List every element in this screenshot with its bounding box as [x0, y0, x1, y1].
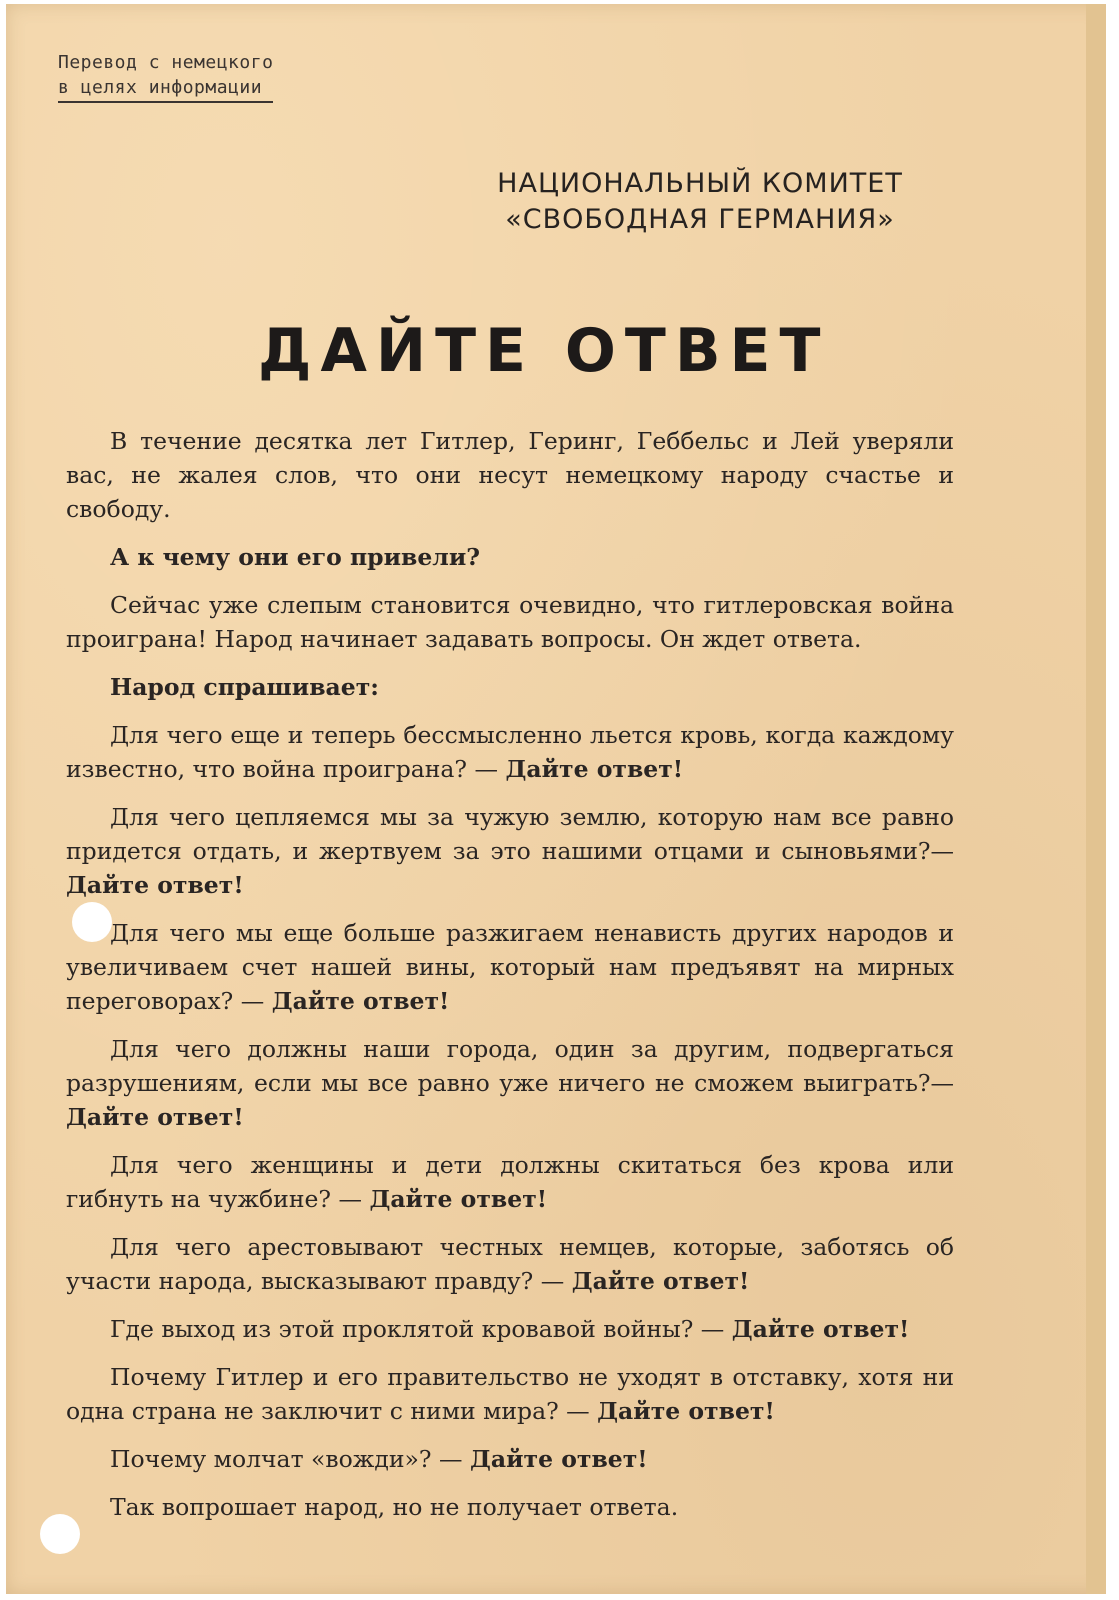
answer-demand: Дайте ответ! — [731, 1315, 910, 1343]
paragraph: В течение десятка лет Гитлер, Геринг, Геббельс и Лей уверяли вас, не жалея слов, что они несут немецкому народу счастье и свободу. — [66, 427, 954, 523]
answer-demand: Дайте ответ! — [571, 1267, 750, 1295]
answer-demand: Дайте ответ! — [369, 1185, 548, 1213]
paragraph-question: А к чему они его привели? — [110, 543, 481, 571]
question-text: Для чего должны наши города, один за другим, подвергаться разрушениям, если мы все равно уже ничего не сможем выиграть?— — [66, 1035, 954, 1097]
question-text: Где выход из этой проклятой кровавой войны? — — [110, 1315, 732, 1343]
question-paragraph — [66, 1360, 954, 1428]
paper-edge-strip — [1086, 4, 1106, 1594]
question-paragraph — [66, 1230, 954, 1298]
answer-demand: Дайте ответ! — [66, 1103, 244, 1131]
question-text: Почему молчат «вожди»? — — [110, 1445, 470, 1473]
closing-paragraph: Так вопрошает народ, но не получает ответа. — [110, 1493, 679, 1521]
translation-stamp — [58, 50, 273, 103]
stamp-line-1: Перевод с немецкого — [58, 52, 274, 73]
question-paragraph — [66, 1312, 954, 1346]
answer-demand: Дайте ответ! — [597, 1397, 775, 1425]
answer-demand: Дайте ответ! — [505, 755, 684, 783]
paragraph: Сейчас уже слепым становится очевидно, что гитлеровская война проиграна! Народ начинает задавать вопросы. Он ждет ответа. — [66, 591, 954, 653]
answer-demand: Дайте ответ! — [271, 987, 450, 1015]
question-text: Для чего мы еще больше разжигаем ненависть других народов и увеличиваем счет нашей вины, который нам предъявят на мирных переговорах? — — [66, 919, 954, 1015]
question-paragraph — [66, 800, 954, 902]
question-text: Почему Гитлер и его правительство не уходят в отставку, хотя ни одна страна не заключит с ними мира? — — [66, 1363, 954, 1425]
header-line-1: НАЦИОНАЛЬНЫЙ КОМИТЕТ — [497, 168, 903, 199]
question-paragraph — [66, 1148, 954, 1216]
answer-demand: Дайте ответ! — [66, 871, 244, 899]
question-paragraph — [66, 718, 954, 786]
answer-demand: Дайте ответ! — [469, 1445, 648, 1473]
question-paragraph — [66, 1442, 954, 1476]
organization-header — [440, 166, 960, 238]
document-body — [66, 424, 954, 1538]
paragraph-heading: Народ спрашивает: — [110, 673, 379, 701]
question-text: Для чего еще и теперь бессмысленно льется кровь, когда каждому известно, что война проиграна? — — [66, 721, 954, 783]
question-text: Для чего женщины и дети должны скитаться без крова или гибнуть на чужбине? — — [66, 1151, 954, 1213]
question-paragraph — [66, 916, 954, 1018]
stamp-line-2: в целях информации — [58, 75, 273, 103]
page-title: ДАЙТЕ ОТВЕТ — [258, 316, 830, 386]
question-text: Для чего арестовывают честных немцев, которые, заботясь об участи народа, высказывают правду? — — [66, 1233, 954, 1295]
header-line-2: «СВОБОДНАЯ ГЕРМАНИЯ» — [505, 204, 895, 235]
question-paragraph — [66, 1032, 954, 1134]
question-text: Для чего цепляемся мы за чужую землю, которую нам все равно придется отдать, и жертвуем за это нашими отцами и сыновьями?— — [66, 803, 954, 865]
